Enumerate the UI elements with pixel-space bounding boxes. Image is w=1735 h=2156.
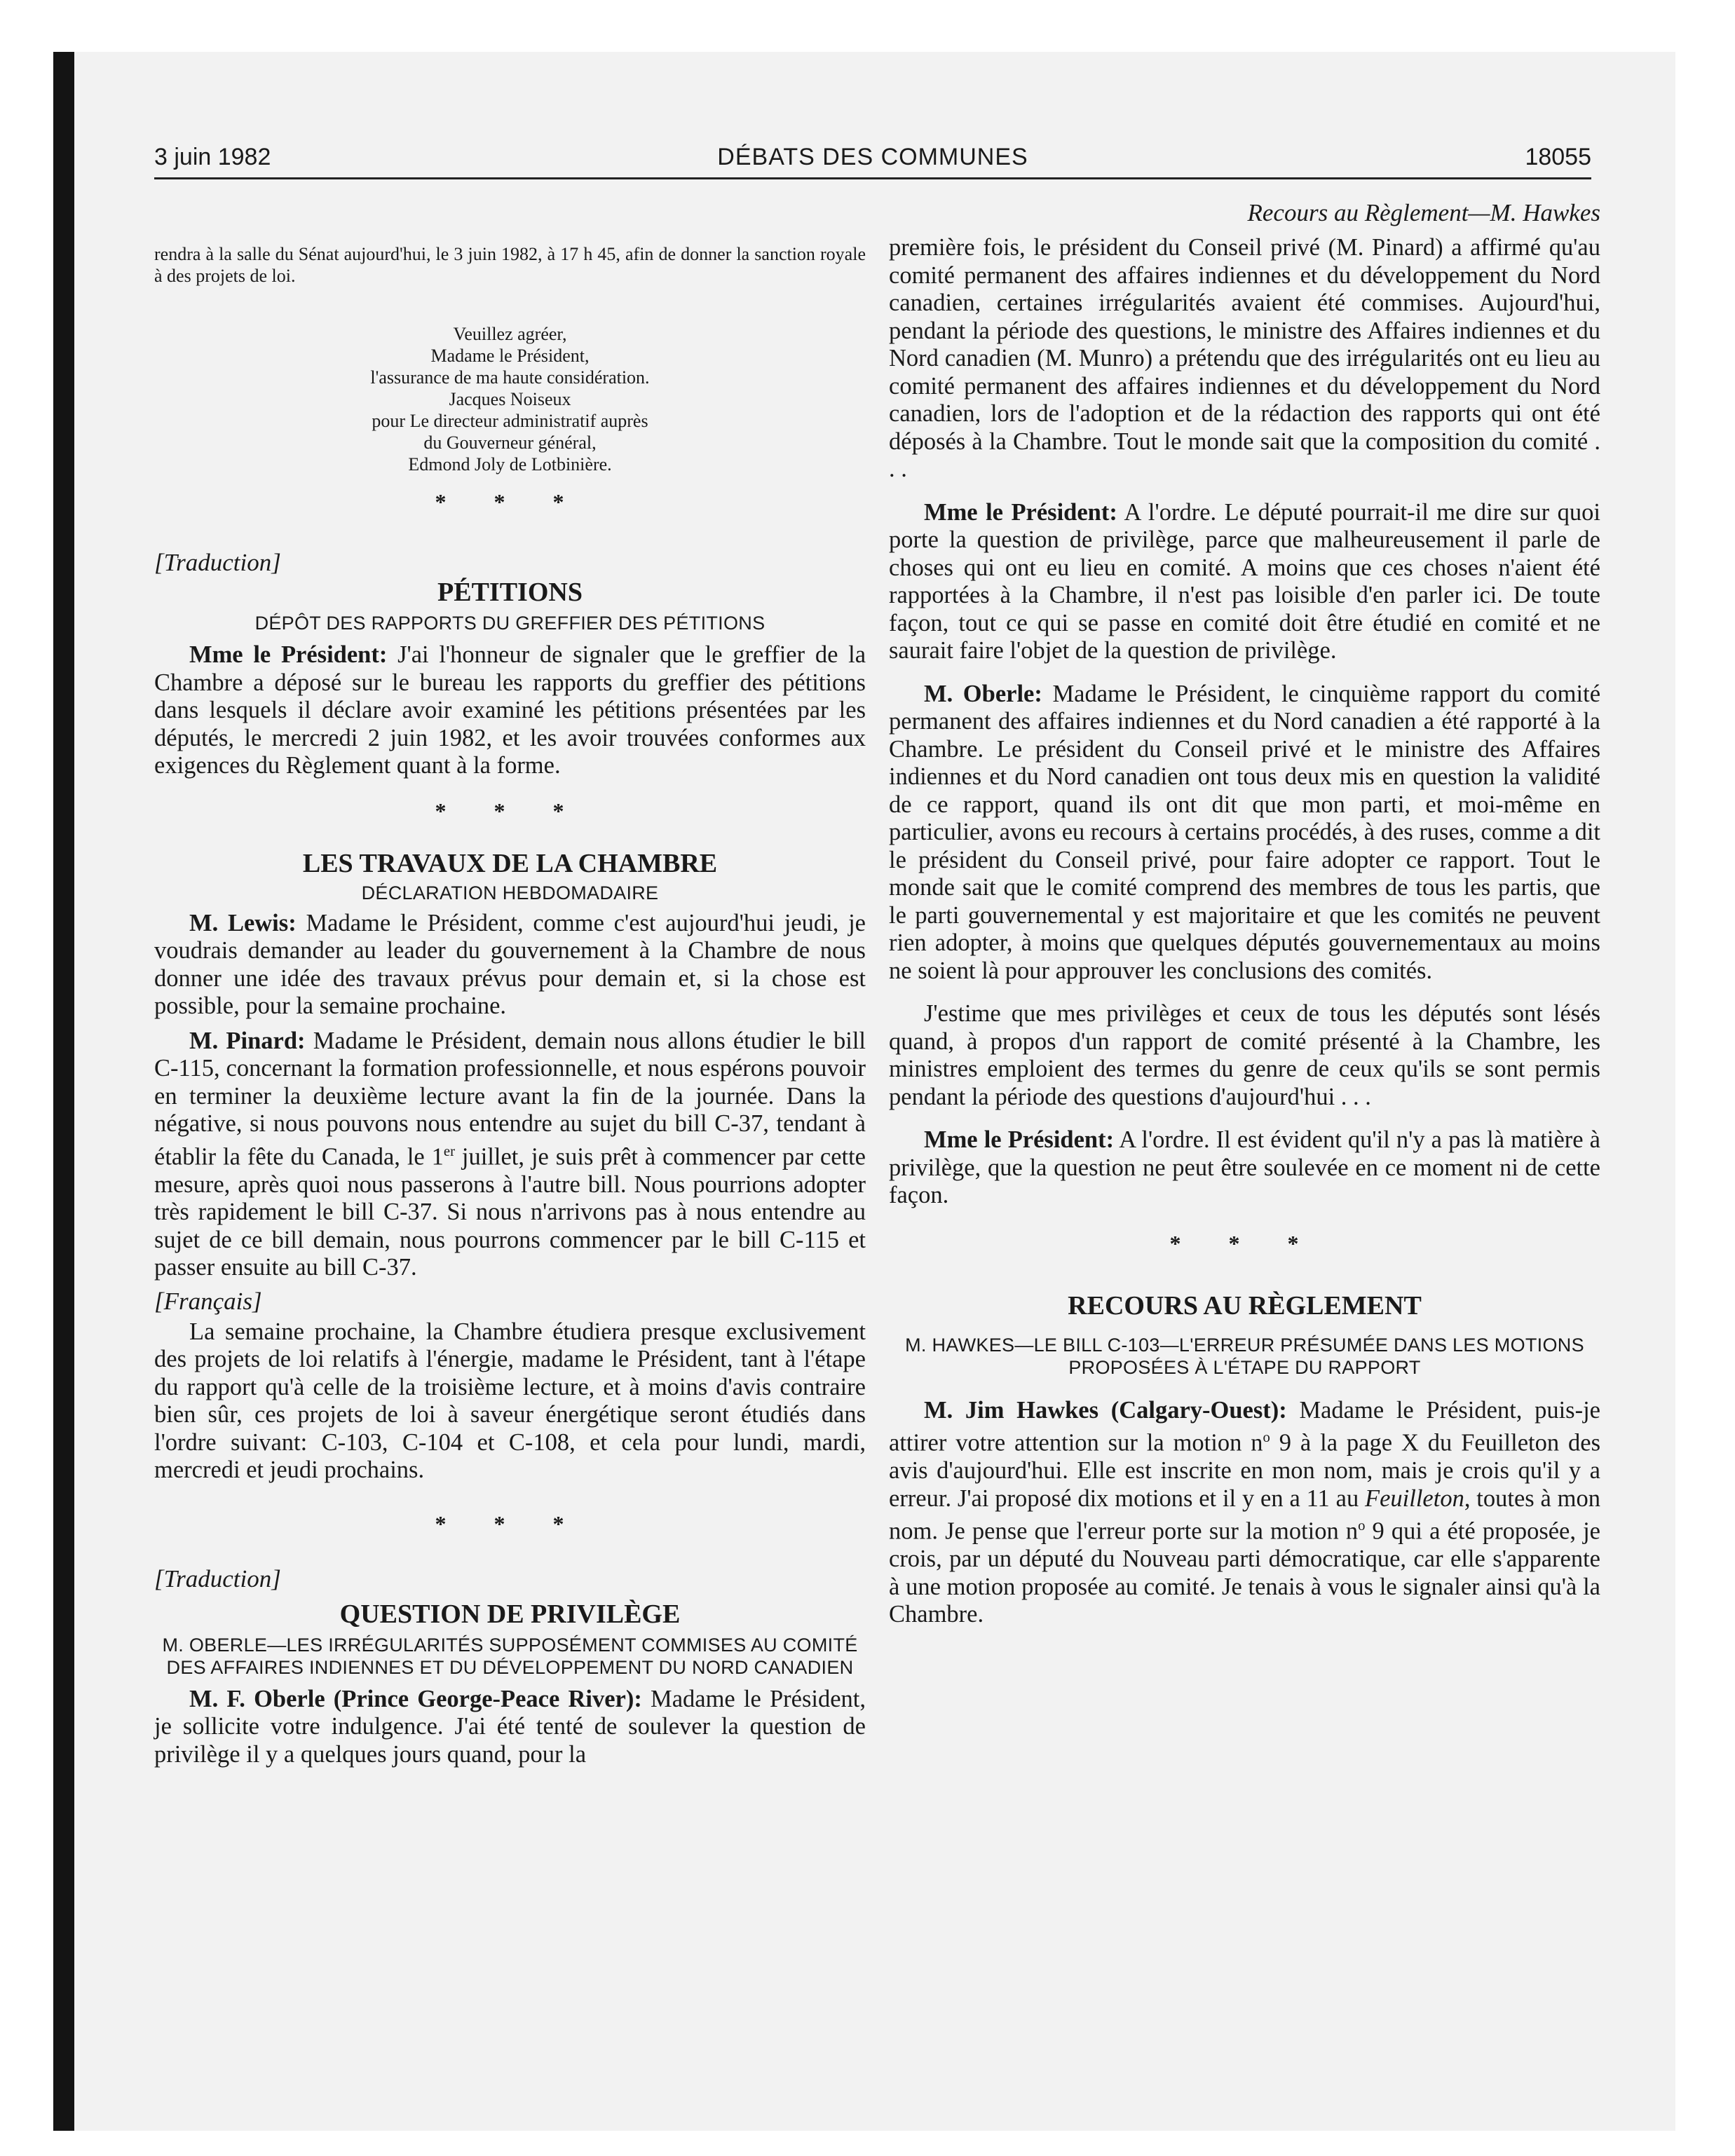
speech-text: Madame le Président, puis-je attirer votre attention sur la motion n [889, 1396, 1600, 1456]
section-separator: * * * [435, 1510, 585, 1536]
paragraph-hawkes [889, 1397, 1600, 1629]
speaker-name: Mme le Président: [189, 641, 388, 668]
translation-note: [Traduction] [154, 549, 281, 576]
left-column [154, 189, 866, 1768]
running-head: Recours au Règlement—M. Hawkes [1247, 199, 1600, 226]
superscript: er [443, 1143, 455, 1159]
paragraph-pinard [154, 1028, 866, 1282]
speaker-name: Mme le Président: [924, 1126, 1115, 1153]
speaker-name: M. F. Oberle (Prince George-Peace River): [189, 1685, 642, 1712]
speech-text: 9 qui a été proposée, je crois, par un député du Nouveau parti démocratique, car elle s'apparente à une motion proposée au comité. Je tenais à vous le signaler ainsi qu'à la Chambre. [889, 1517, 1601, 1628]
speech-text: J'ai l'honneur de signaler que le greffier de la Chambre a déposé sur le bureau les rapports du greffier des pétitions dans lesquels il déclare avoir examiné les pétitions présentées par les députés, le mercredi 2 juin 1982, et les avoir trouvées conformes aux exigences du Règlement quant à la forme. [154, 641, 866, 779]
section-separator: * * * [435, 489, 585, 514]
speaker-name: Mme le Président: [924, 498, 1117, 526]
subtitle-privilege: M. OBERLE—LES IRRÉGULARITÉS SUPPOSÉMENT COMMISES AU COMITÉ DES AFFAIRES INDIENNES ET DU DÉVELOPPEMENT DU NORD CANADIEN [162, 1634, 858, 1678]
speech-text: Madame le Président, comme c'est aujourd'hui jeudi, je voudrais demander au leader du gouvernement à la Chambre de nous donner une idée des travaux prévus pour demain et, si la chose est possible, pour la semaine prochaine. [154, 909, 866, 1019]
header-publication: DÉBATS DES COMMUNES [717, 144, 1028, 170]
closing-line: Jacques Noiseux [449, 389, 571, 409]
header-page-number: 18055 [1525, 144, 1591, 170]
speech-text: Madame le Président, je sollicite votre indulgence. J'ai été tenté de soulever la question de privilège il y a quelques jours quand, pour la [154, 1685, 866, 1768]
closing-line: du Gouverneur général, [423, 432, 597, 453]
speech-text: A l'ordre. Il est évident qu'il n'y a pas là matière à privilège, que la question ne peut être soulevée en ce moment ni de cette façon. [889, 1126, 1600, 1208]
section-title-petitions: PÉTITIONS [437, 578, 583, 607]
speech-text: juillet, je suis prêt à commencer par cette mesure, après quoi nous passerons à l'autre bill. Nous pourrions adopter très rapidement le bill C-37. Si nous n'arrivons pas à nous entendre au sujet de ce bill demain, nous pourrons commencer par le bill C-115 et passer ensuite au bill C-37. [154, 1143, 866, 1281]
section-separator: * * * [1169, 1230, 1320, 1256]
speaker-name: M. Lewis: [189, 909, 297, 936]
speech-text: Madame le Président, demain nous allons étudier le bill C-115, concernant la formation professionnelle, et nous espérons pouvoir en terminer la deuxième lecture avant la fin de la journée. Dans la négative, si nous pouvons nous entendre au sujet du bill C-37, tendant à établir la fête du Canada, le 1 [154, 1027, 866, 1170]
subtitle-petitions: DÉPÔT DES RAPPORTS DU GREFFIER DES PÉTITIONS [254, 613, 766, 634]
paragraph-oberle [154, 1686, 866, 1769]
closing-line: Edmond Joly de Lotbinière. [408, 454, 612, 475]
speech-text: , toutes à mon nom. Je pense que l'erreur porte sur la motion n [889, 1485, 1600, 1545]
speaker-name: M. Jim Hawkes (Calgary-Ouest): [924, 1396, 1287, 1424]
section-title-recours: RECOURS AU RÈGLEMENT [1068, 1290, 1422, 1321]
section-title-travaux: LES TRAVAUX DE LA CHAMBRE [302, 848, 718, 878]
closing-line: Veuillez agréer, [453, 324, 567, 344]
paragraph-petitions [154, 641, 866, 780]
speech-text: A l'ordre. Le député pourrait-il me dire sur quoi porte la question de privilège, parce que malheureusement il parle de choses qui ont eu lieu en comité. A moins que ces choses n'aient été rapportées à la Chambre, il n'est pas loisible d'en parler ici. De toute façon, tout ce qui se passe en comité doit être étudié en comité et ne saurait faire l'objet de la question de privilège. [889, 498, 1600, 664]
paragraph-oberle-2 [889, 681, 1600, 985]
paragraph-semaine: La semaine prochaine, la Chambre étudiera presque exclusivement des projets de loi relatifs à l'énergie, madame le Président, tant à l'étape du rapport qu'à celle de la troisième lecture, et à moins d'avis contraire bien sûr, ces projets de loi à saveur énergétique seront étudiés dans l'ordre suivant: C-103, C-104 et C-108, et cela pour lundi, mardi, mercredi et jeudi prochains. [154, 1318, 866, 1483]
feuilleton-italic: Feuilleton [1365, 1485, 1464, 1512]
speaker-name: M. Oberle: [924, 680, 1042, 707]
closing-line: pour Le directeur administratif auprès [372, 411, 648, 431]
page-header [154, 144, 1591, 179]
paragraph-president-1 [889, 499, 1600, 665]
paragraph-continued: première fois, le président du Conseil privé (M. Pinard) a affirmé qu'au comité permanent des affaires indiennes et du développement du Nord canadien, certaines irrégularités avaient été commises. Aujourd'hui, pendant la période des questions, le ministre des Affaires indiennes et du Nord canadien (M. Munro) a prétendu que des irrégularités ont eu lieu au comité permanent des affaires indiennes et du développement du Nord canadien, lors de l'adoption et de la rédaction des rapports qui ont été déposés à la Chambre. Tout le monde sait que la composition du comité . . . [889, 234, 1600, 482]
superscript: o [1358, 1518, 1366, 1534]
superscript: o [1263, 1430, 1270, 1445]
language-note: [Français] [154, 1287, 262, 1315]
closing-line: Madame le Président, [430, 346, 590, 366]
section-separator: * * * [435, 798, 585, 824]
letter-text: rendra à la salle du Sénat aujourd'hui, le 3 juin 1982, à 17 h 45, afin de donner la sanction royale à des projets de loi. [154, 244, 866, 286]
letter-closing [154, 323, 866, 475]
binding-edge [53, 52, 74, 2131]
speech-text: Madame le Président, le cinquième rapport du comité permanent des affaires indiennes et du Nord canadien a été rapporté à la Chambre. Le président du Conseil privé et le ministre des Affaires indiennes et du Nord canadien ont tous deux mis en question la validité de ce rapport, quand ils ont dit que mon parti, et moi-même en particulier, avons eu recours à certains procédés, à des ruses, comme a dit le président du Conseil privé, pour faire adopter ce rapport. Tout le monde sait que le comité comprend des membres de tous les partis, que le parti gouvernemental y est majoritaire et que les comités ne peuvent rien adopter, à moins que quelques députés gouvernementaux au moins ne soient là pour approuver les conclusions des comités. [889, 680, 1601, 984]
subtitle-recours: M. HAWKES—LE BILL C-103—L'ERREUR PRÉSUMÉE DANS LES MOTIONS PROPOSÉES À L'ÉTAPE DU RAPPORT [905, 1334, 1584, 1378]
section-title-privilege: QUESTION DE PRIVILÈGE [339, 1599, 681, 1629]
right-column [889, 189, 1600, 1629]
translation-note: [Traduction] [154, 1564, 281, 1592]
paragraph-lewis [154, 910, 866, 1021]
speech-text: 9 à la page X du Feuilleton des avis d'aujourd'hui. Elle est inscrite en mon nom, mais je crois qu'il y a erreur. J'ai proposé dix motions et il y en a 11 au [889, 1429, 1600, 1512]
subtitle-travaux: DÉCLARATION HEBDOMADAIRE [361, 882, 659, 903]
header-date: 3 juin 1982 [154, 144, 271, 170]
paragraph-president-2 [889, 1126, 1600, 1210]
paragraph-estime: J'estime que mes privilèges et ceux de tous les députés sont lésés quand, à propos d'un rapport de comité présenté à la Chambre, les ministres emploient des termes du genre de ceux qu'ils se sont permis pendant la période des questions d'aujourd'hui . . . [889, 1000, 1600, 1110]
header-rule [154, 177, 1591, 179]
closing-line: l'assurance de ma haute considération. [370, 367, 650, 388]
speaker-name: M. Pinard: [189, 1027, 306, 1054]
